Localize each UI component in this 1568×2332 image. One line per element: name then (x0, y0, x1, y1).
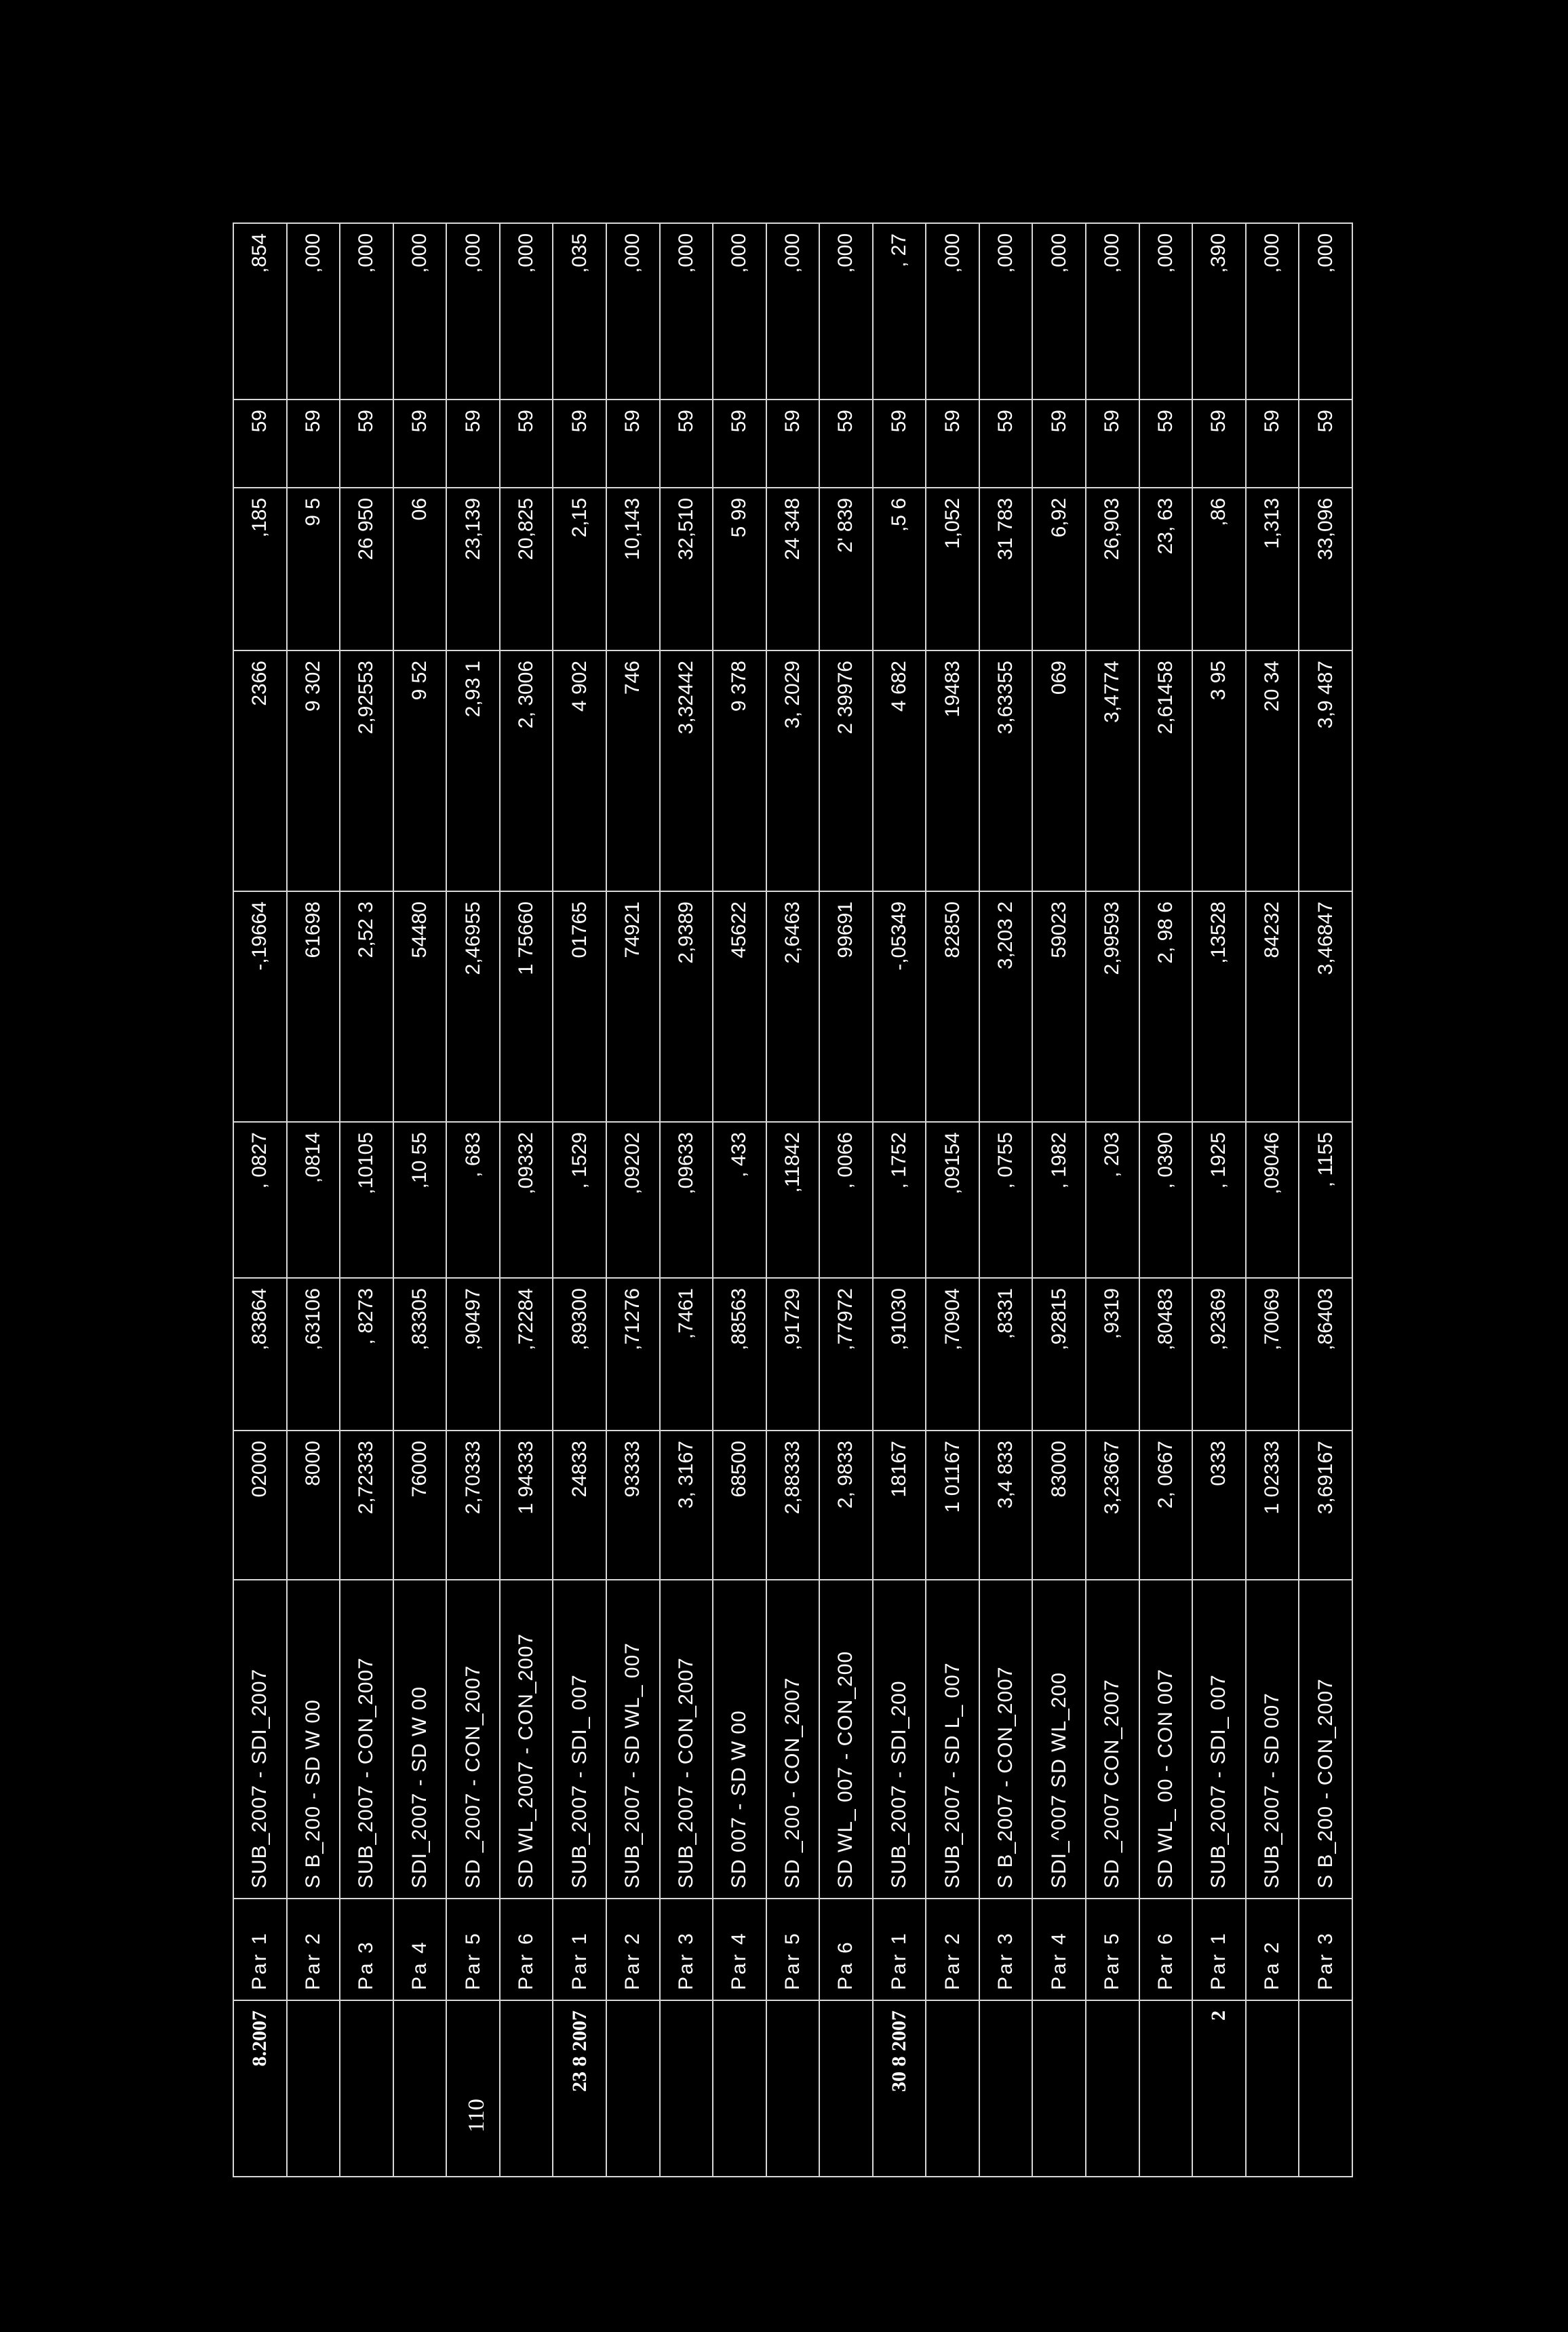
df-cell: 59 (446, 400, 500, 488)
ci-upper-cell: 2,92553 (340, 650, 393, 891)
variable-pair-cell: SD 007 - SD W 00 (713, 1580, 766, 1899)
pair-cell: Par 2 (606, 1899, 660, 2000)
mean-cell: 3,23667 (1086, 1431, 1139, 1580)
pair-cell: Par 2 (287, 1899, 340, 2000)
significance-cell: ,000 (1299, 223, 1352, 400)
std-deviation-cell: ,77972 (819, 1278, 873, 1431)
variable-pair-cell: SUB_2007 - SD L_ 007 (926, 1580, 979, 1899)
t-value-cell: 33,096 (1299, 488, 1352, 650)
pair-cell: Pa 6 (819, 1899, 873, 2000)
std-error-mean-cell: ,10 55 (393, 1122, 447, 1278)
date-cell (766, 2000, 820, 2177)
ci-lower-cell: -,05349 (873, 891, 926, 1122)
date-cell (1032, 2000, 1086, 2177)
mean-cell: 83000 (1032, 1431, 1086, 1580)
df-cell: 59 (500, 400, 553, 488)
significance-cell: , 27 (873, 223, 926, 400)
df-cell: 59 (1032, 400, 1086, 488)
significance-cell: ,000 (393, 223, 447, 400)
ci-lower-cell: 61698 (287, 891, 340, 1122)
pair-cell: Par 1 (233, 1899, 287, 2000)
table-row (393, 223, 447, 2177)
variable-pair-cell: SUB_2007 - SDI_ 007 (553, 1580, 606, 1899)
mean-cell: 2, 0667 (1139, 1431, 1193, 1580)
df-cell: 59 (553, 400, 606, 488)
std-error-mean-cell: ,09202 (606, 1122, 660, 1278)
t-value-cell: 6,92 (1032, 488, 1086, 650)
date-cell (713, 2000, 766, 2177)
std-error-mean-cell: ,0814 (287, 1122, 340, 1278)
ci-upper-cell: 9 302 (287, 650, 340, 891)
pair-cell: Par 5 (446, 1899, 500, 2000)
ci-upper-cell: 20 34 (1246, 650, 1299, 891)
date-cell (1246, 2000, 1299, 2177)
table-row (340, 223, 393, 2177)
rotated-table-frame (233, 224, 1568, 2092)
std-deviation-cell: ,80483 (1139, 1278, 1193, 1431)
std-deviation-cell: ,71276 (606, 1278, 660, 1431)
variable-pair-cell: S B_200 - SD W 00 (287, 1580, 340, 1899)
variable-pair-cell: SUB_2007 - CON_2007 (660, 1580, 713, 1899)
std-error-mean-cell: ,09046 (1246, 1122, 1299, 1278)
table-row (1032, 223, 1086, 2177)
date-cell: 30 8 2007 (873, 2000, 926, 2177)
table-row (553, 223, 606, 2177)
date-cell (287, 2000, 340, 2177)
significance-cell: ,854 (233, 223, 287, 400)
t-value-cell: 10,143 (606, 488, 660, 650)
table-row (660, 223, 713, 2177)
std-deviation-cell: ,83864 (233, 1278, 287, 1431)
df-cell: 59 (819, 400, 873, 488)
significance-cell: ,000 (1032, 223, 1086, 400)
t-value-cell: 24 348 (766, 488, 820, 650)
ci-lower-cell: 82850 (926, 891, 979, 1122)
pair-cell: Pa 3 (340, 1899, 393, 2000)
date-cell (660, 2000, 713, 2177)
significance-cell: ,390 (1192, 223, 1246, 400)
df-cell: 59 (660, 400, 713, 488)
mean-cell: 02000 (233, 1431, 287, 1580)
significance-cell: ,000 (340, 223, 393, 400)
significance-cell: ,000 (660, 223, 713, 400)
ci-lower-cell: 84232 (1246, 891, 1299, 1122)
t-value-cell: ,86 (1192, 488, 1246, 650)
t-value-cell: 23, 63 (1139, 488, 1193, 650)
std-deviation-cell: , 8273 (340, 1278, 393, 1431)
t-value-cell: 23,139 (446, 488, 500, 650)
pair-cell: Par 3 (660, 1899, 713, 2000)
table-row (1139, 223, 1193, 2177)
mean-cell: 24833 (553, 1431, 606, 1580)
significance-cell: ,000 (287, 223, 340, 400)
df-cell: 59 (393, 400, 447, 488)
t-value-cell: 32,510 (660, 488, 713, 650)
date-cell (340, 2000, 393, 2177)
variable-pair-cell: SDI_2007 - SD W 00 (393, 1580, 447, 1899)
std-deviation-cell: ,63106 (287, 1278, 340, 1431)
variable-pair-cell: SUB_2007 - SDI_2007 (233, 1580, 287, 1899)
ci-lower-cell: 2,9389 (660, 891, 713, 1122)
mean-cell: 8000 (287, 1431, 340, 1580)
variable-pair-cell: SD WL_ 007 - CON_200 (819, 1580, 873, 1899)
mean-cell: 1 94333 (500, 1431, 553, 1580)
pair-cell: Pa 2 (1246, 1899, 1299, 2000)
pair-cell: Par 4 (1032, 1899, 1086, 2000)
ci-upper-cell: 2,93 1 (446, 650, 500, 891)
ci-upper-cell: 3,9 487 (1299, 650, 1352, 891)
date-cell: 2 (1192, 2000, 1246, 2177)
std-error-mean-cell: , 1529 (553, 1122, 606, 1278)
significance-cell: ,000 (1246, 223, 1299, 400)
t-value-cell: 1,052 (926, 488, 979, 650)
ci-upper-cell: 3 95 (1192, 650, 1246, 891)
ci-lower-cell: 99691 (819, 891, 873, 1122)
pair-cell: Par 1 (1192, 1899, 1246, 2000)
ci-lower-cell: 1 75660 (500, 891, 553, 1122)
ci-lower-cell: 01765 (553, 891, 606, 1122)
variable-pair-cell: SUB_2007 - CON_2007 (340, 1580, 393, 1899)
ci-lower-cell: 3,203 2 (979, 891, 1033, 1122)
significance-cell: ,000 (713, 223, 766, 400)
table-row (766, 223, 820, 2177)
df-cell: 59 (873, 400, 926, 488)
table-row (1086, 223, 1139, 2177)
ci-upper-cell: 746 (606, 650, 660, 891)
date-cell (926, 2000, 979, 2177)
std-deviation-cell: ,89300 (553, 1278, 606, 1431)
table-row (1299, 223, 1352, 2177)
variable-pair-cell: SD _2007 - CON_2007 (446, 1580, 500, 1899)
date-cell (393, 2000, 447, 2177)
std-deviation-cell: ,8331 (979, 1278, 1033, 1431)
variable-pair-cell: SD WL_2007 - CON_2007 (500, 1580, 553, 1899)
ci-upper-cell: 9 378 (713, 650, 766, 891)
pair-cell: Par 2 (926, 1899, 979, 2000)
pair-cell: Pa 4 (393, 1899, 447, 2000)
df-cell: 59 (979, 400, 1033, 488)
variable-pair-cell: SUB_2007 - SDI_200 (873, 1580, 926, 1899)
pair-cell: Par 6 (500, 1899, 553, 2000)
date-cell (1299, 2000, 1352, 2177)
pair-cell: Par 5 (766, 1899, 820, 2000)
t-value-cell: 5 99 (713, 488, 766, 650)
ci-upper-cell: 3, 2029 (766, 650, 820, 891)
df-cell: 59 (233, 400, 287, 488)
std-deviation-cell: ,92369 (1192, 1278, 1246, 1431)
ci-lower-cell: 2,46955 (446, 891, 500, 1122)
mean-cell: 68500 (713, 1431, 766, 1580)
table-row (446, 223, 500, 2177)
t-value-cell: 1,313 (1246, 488, 1299, 650)
df-cell: 59 (606, 400, 660, 488)
df-cell: 59 (1299, 400, 1352, 488)
date-cell: 8.2007 (233, 2000, 287, 2177)
page-number: 110 (464, 2099, 489, 2133)
significance-cell: ,000 (1086, 223, 1139, 400)
significance-cell: ,000 (500, 223, 553, 400)
std-error-mean-cell: , 1982 (1032, 1122, 1086, 1278)
ci-lower-cell: 74921 (606, 891, 660, 1122)
ci-upper-cell: 2366 (233, 650, 287, 891)
std-error-mean-cell: ,10105 (340, 1122, 393, 1278)
mean-cell: 2,88333 (766, 1431, 820, 1580)
df-cell: 59 (1139, 400, 1193, 488)
std-deviation-cell: ,92815 (1032, 1278, 1086, 1431)
std-error-mean-cell: ,11842 (766, 1122, 820, 1278)
t-value-cell: ,5 6 (873, 488, 926, 650)
variable-pair-cell: SUB_2007 - SD 007 (1246, 1580, 1299, 1899)
ci-lower-cell: 54480 (393, 891, 447, 1122)
date-cell: 23 8 2007 (553, 2000, 606, 2177)
df-cell: 59 (766, 400, 820, 488)
table-row (979, 223, 1033, 2177)
std-error-mean-cell: , 0390 (1139, 1122, 1193, 1278)
mean-cell: 1 01167 (926, 1431, 979, 1580)
mean-cell: 18167 (873, 1431, 926, 1580)
date-cell (819, 2000, 873, 2177)
t-value-cell: 31 783 (979, 488, 1033, 650)
significance-cell: ,000 (1139, 223, 1193, 400)
significance-cell: ,000 (446, 223, 500, 400)
std-deviation-cell: ,90497 (446, 1278, 500, 1431)
variable-pair-cell: SD WL_ 00 - CON 007 (1139, 1580, 1193, 1899)
std-error-mean-cell: ,09633 (660, 1122, 713, 1278)
mean-cell: 2,70333 (446, 1431, 500, 1580)
df-cell: 59 (340, 400, 393, 488)
date-cell (500, 2000, 553, 2177)
t-value-cell: 26,903 (1086, 488, 1139, 650)
ci-upper-cell: 2 39976 (819, 650, 873, 891)
significance-cell: ,035 (553, 223, 606, 400)
ci-upper-cell: 2,61458 (1139, 650, 1193, 891)
t-value-cell: 2' 839 (819, 488, 873, 650)
std-error-mean-cell: , 683 (446, 1122, 500, 1278)
paired-samples-table (233, 222, 1353, 2177)
significance-cell: ,000 (819, 223, 873, 400)
pair-cell: Par 5 (1086, 1899, 1139, 2000)
t-value-cell: 20,825 (500, 488, 553, 650)
std-error-mean-cell: , 0827 (233, 1122, 287, 1278)
variable-pair-cell: SDI_^007 SD WL_200 (1032, 1580, 1086, 1899)
date-cell (1139, 2000, 1193, 2177)
table-row (606, 223, 660, 2177)
table-body (233, 223, 1352, 2177)
std-deviation-cell: ,88563 (713, 1278, 766, 1431)
table-row (287, 223, 340, 2177)
ci-upper-cell: 3,63355 (979, 650, 1033, 891)
df-cell: 59 (1086, 400, 1139, 488)
ci-lower-cell: 2,99593 (1086, 891, 1139, 1122)
std-error-mean-cell: , 433 (713, 1122, 766, 1278)
std-deviation-cell: ,86403 (1299, 1278, 1352, 1431)
table-row (819, 223, 873, 2177)
std-error-mean-cell: ,09332 (500, 1122, 553, 1278)
std-deviation-cell: ,91729 (766, 1278, 820, 1431)
ci-upper-cell: 3,4774 (1086, 650, 1139, 891)
table-row (873, 223, 926, 2177)
mean-cell: 2,72333 (340, 1431, 393, 1580)
mean-cell: 3,4 833 (979, 1431, 1033, 1580)
ci-lower-cell: 2, 98 6 (1139, 891, 1193, 1122)
variable-pair-cell: SD _2007 CON_2007 (1086, 1580, 1139, 1899)
pair-cell: Par 3 (1299, 1899, 1352, 2000)
t-value-cell: ,185 (233, 488, 287, 650)
variable-pair-cell: SD _200 - CON_2007 (766, 1580, 820, 1899)
std-error-mean-cell: , 0066 (819, 1122, 873, 1278)
pair-cell: Par 1 (873, 1899, 926, 2000)
mean-cell: 3,69167 (1299, 1431, 1352, 1580)
mean-cell: 93333 (606, 1431, 660, 1580)
table-row (233, 223, 287, 2177)
std-error-mean-cell: , 1925 (1192, 1122, 1246, 1278)
variable-pair-cell: SUB_2007 - SDI_ 007 (1192, 1580, 1246, 1899)
variable-pair-cell: S B_2007 - CON_2007 (979, 1580, 1033, 1899)
significance-cell: ,000 (926, 223, 979, 400)
mean-cell: 0333 (1192, 1431, 1246, 1580)
variable-pair-cell: SUB_2007 - SD WL_ 007 (606, 1580, 660, 1899)
date-cell (1086, 2000, 1139, 2177)
pair-cell: Par 6 (1139, 1899, 1193, 2000)
table-row (1192, 223, 1246, 2177)
date-cell (606, 2000, 660, 2177)
t-value-cell: 2,15 (553, 488, 606, 650)
t-value-cell: 06 (393, 488, 447, 650)
ci-lower-cell: 2,6463 (766, 891, 820, 1122)
df-cell: 59 (713, 400, 766, 488)
table-row (500, 223, 553, 2177)
ci-lower-cell: 2,52 3 (340, 891, 393, 1122)
t-value-cell: 9 5 (287, 488, 340, 650)
std-deviation-cell: ,7461 (660, 1278, 713, 1431)
variable-pair-cell: S B_200 - CON_2007 (1299, 1580, 1352, 1899)
ci-upper-cell: 9 52 (393, 650, 447, 891)
std-deviation-cell: ,83305 (393, 1278, 447, 1431)
ci-upper-cell: 4 902 (553, 650, 606, 891)
rotated-table-inner (233, 224, 1352, 2177)
ci-lower-cell: ,13528 (1192, 891, 1246, 1122)
std-error-mean-cell: , 0755 (979, 1122, 1033, 1278)
ci-lower-cell: 45622 (713, 891, 766, 1122)
mean-cell: 2, 9833 (819, 1431, 873, 1580)
df-cell: 59 (1246, 400, 1299, 488)
std-error-mean-cell: , 1155 (1299, 1122, 1352, 1278)
df-cell: 59 (287, 400, 340, 488)
table-row (926, 223, 979, 2177)
pair-cell: Par 3 (979, 1899, 1033, 2000)
mean-cell: 76000 (393, 1431, 447, 1580)
std-deviation-cell: ,70069 (1246, 1278, 1299, 1431)
significance-cell: ,000 (606, 223, 660, 400)
std-error-mean-cell: , 203 (1086, 1122, 1139, 1278)
table-row (1246, 223, 1299, 2177)
ci-lower-cell: 59023 (1032, 891, 1086, 1122)
significance-cell: ,000 (766, 223, 820, 400)
mean-cell: 1 02333 (1246, 1431, 1299, 1580)
ci-upper-cell: 069 (1032, 650, 1086, 891)
significance-cell: ,000 (979, 223, 1033, 400)
ci-upper-cell: 4 682 (873, 650, 926, 891)
ci-lower-cell: 3,46847 (1299, 891, 1352, 1122)
std-deviation-cell: ,91030 (873, 1278, 926, 1431)
ci-lower-cell: -,19664 (233, 891, 287, 1122)
table-row (713, 223, 766, 2177)
pair-cell: Par 1 (553, 1899, 606, 2000)
ci-upper-cell: 2, 3006 (500, 650, 553, 891)
ci-upper-cell: 3,32442 (660, 650, 713, 891)
std-error-mean-cell: , 1752 (873, 1122, 926, 1278)
t-value-cell: 26 950 (340, 488, 393, 650)
std-deviation-cell: ,72284 (500, 1278, 553, 1431)
std-deviation-cell: ,9319 (1086, 1278, 1139, 1431)
std-error-mean-cell: ,09154 (926, 1122, 979, 1278)
df-cell: 59 (926, 400, 979, 488)
ci-upper-cell: 19483 (926, 650, 979, 891)
df-cell: 59 (1192, 400, 1246, 488)
pair-cell: Par 4 (713, 1899, 766, 2000)
date-cell (979, 2000, 1033, 2177)
mean-cell: 3, 3167 (660, 1431, 713, 1580)
std-deviation-cell: ,70904 (926, 1278, 979, 1431)
